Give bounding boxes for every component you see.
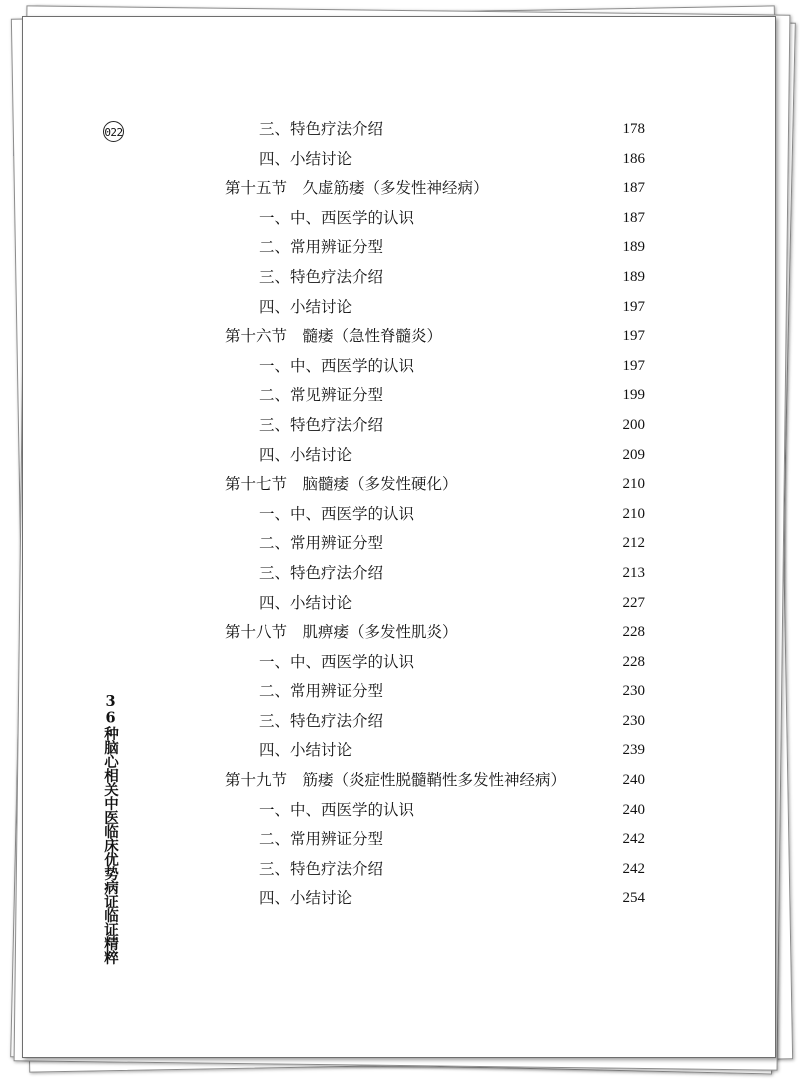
toc-entry-page-number: 189 (622, 239, 645, 256)
toc-entry-page-number: 189 (622, 268, 645, 285)
toc-section-entry[interactable] (23, 322, 775, 352)
toc-entry-title: 一、中、西医学的认识 (259, 504, 415, 523)
toc-subsection-entry[interactable] (23, 263, 775, 293)
toc-entry-page-number: 240 (622, 801, 645, 818)
toc-entry-title: 三、特色疗法介绍 (259, 120, 384, 138)
toc-entry-page-number: 200 (622, 416, 645, 433)
toc-entry-page-number: 240 (622, 772, 645, 789)
toc-entry-title: 二、常用辨证分型 (259, 830, 384, 849)
toc-entry-title: 一、中、西医学的认识 (259, 800, 415, 819)
toc-entry-title: 四、小结讨论 (259, 889, 353, 908)
toc-subsection-entry[interactable] (23, 648, 775, 678)
toc-subsection-entry[interactable] (23, 381, 775, 411)
toc-subsection-entry[interactable] (23, 855, 775, 885)
toc-entry-title: 四、小结讨论 (259, 741, 353, 760)
toc-subsection-entry[interactable] (23, 529, 775, 559)
toc-entry-title: 一、中、西医学的认识 (259, 208, 415, 227)
toc-entry-page-number: 197 (622, 328, 645, 345)
toc-entry-page-number: 230 (622, 712, 645, 729)
toc-entry-title: 三、特色疗法介绍 (259, 711, 384, 730)
page-number: 022 (103, 121, 124, 142)
toc-entry-page-number: 227 (622, 594, 645, 611)
toc-entry-page-number: 186 (622, 150, 645, 167)
toc-subsection-entry[interactable] (23, 677, 775, 707)
toc-entry-page-number: 230 (622, 683, 645, 700)
toc-subsection-entry[interactable] (23, 559, 775, 589)
toc-section-entry[interactable] (23, 470, 775, 500)
toc-entry-title: 三、特色疗法介绍 (259, 267, 384, 286)
toc-subsection-entry[interactable] (23, 352, 775, 382)
toc-subsection-entry[interactable] (23, 145, 775, 175)
toc-subsection-entry[interactable] (23, 441, 775, 471)
toc-entry-title: 二、常用辨证分型 (259, 682, 384, 701)
toc-entry-page-number: 209 (622, 446, 645, 463)
toc-subsection-entry[interactable] (23, 707, 775, 737)
toc-entry-title: 第十六节 髓痿（急性脊髓炎） (225, 327, 443, 346)
toc-subsection-entry[interactable] (23, 204, 775, 234)
toc-section-entry[interactable] (23, 618, 775, 648)
toc-entry-page-number: 242 (622, 831, 645, 848)
toc-entry-page-number: 187 (622, 209, 645, 226)
toc-entry-title: 二、常用辨证分型 (259, 534, 384, 553)
toc-entry-page-number: 187 (622, 180, 645, 197)
toc-entry-title: 四、小结讨论 (259, 149, 353, 168)
toc-entry-page-number: 210 (622, 505, 645, 522)
toc-entry-page-number: 197 (622, 298, 645, 315)
toc-entry-page-number: 197 (622, 357, 645, 374)
table-of-contents (23, 115, 775, 914)
toc-entry-title: 三、特色疗法介绍 (259, 415, 384, 434)
toc-subsection-entry[interactable] (23, 293, 775, 323)
toc-entry-title: 四、小结讨论 (259, 297, 353, 316)
toc-entry-page-number: 228 (622, 624, 645, 641)
toc-subsection-entry[interactable] (23, 884, 775, 914)
toc-entry-page-number: 239 (622, 742, 645, 759)
toc-entry-title: 三、特色疗法介绍 (259, 563, 384, 582)
running-book-title: 36种脑心相关中医临床优势病证临证精粹 (102, 693, 119, 964)
toc-entry-title: 第十八节 肌痹痿（多发性肌炎） (225, 623, 458, 642)
toc-entry-page-number: 213 (622, 564, 645, 581)
toc-entry-page-number: 210 (622, 476, 645, 493)
toc-entry-page-number: 254 (622, 890, 645, 907)
toc-subsection-entry[interactable] (23, 796, 775, 826)
toc-entry-page-number: 178 (622, 121, 645, 137)
toc-entry-title: 一、中、西医学的认识 (259, 652, 415, 671)
toc-entry-title: 二、常用辨证分型 (259, 238, 384, 257)
toc-subsection-entry[interactable] (23, 825, 775, 855)
toc-subsection-entry[interactable] (23, 233, 775, 263)
toc-entry-page-number: 242 (622, 860, 645, 877)
toc-section-entry[interactable] (23, 766, 775, 796)
toc-entry-page-number: 212 (622, 535, 645, 552)
toc-subsection-entry[interactable] (23, 736, 775, 766)
toc-subsection-entry[interactable] (23, 411, 775, 441)
toc-section-entry[interactable] (23, 174, 775, 204)
toc-entry-title: 第十九节 筋痿（炎症性脱髓鞘性多发性神经病） (225, 771, 567, 790)
toc-entry-page-number: 199 (622, 387, 645, 404)
toc-entry-title: 第十七节 脑髓痿（多发性硬化） (225, 475, 458, 494)
toc-entry-title: 二、常见辨证分型 (259, 386, 384, 405)
toc-entry-title: 一、中、西医学的认识 (259, 356, 415, 375)
toc-page (22, 16, 776, 1058)
toc-entry-title: 四、小结讨论 (259, 593, 353, 612)
toc-entry-title: 四、小结讨论 (259, 445, 353, 464)
toc-subsection-entry[interactable] (23, 500, 775, 530)
toc-subsection-entry[interactable] (23, 589, 775, 619)
toc-subsection-entry[interactable] (23, 115, 775, 145)
toc-entry-page-number: 228 (622, 653, 645, 670)
toc-entry-title: 三、特色疗法介绍 (259, 859, 384, 878)
toc-entry-title: 第十五节 久虚筋痿（多发性神经病） (225, 179, 489, 198)
